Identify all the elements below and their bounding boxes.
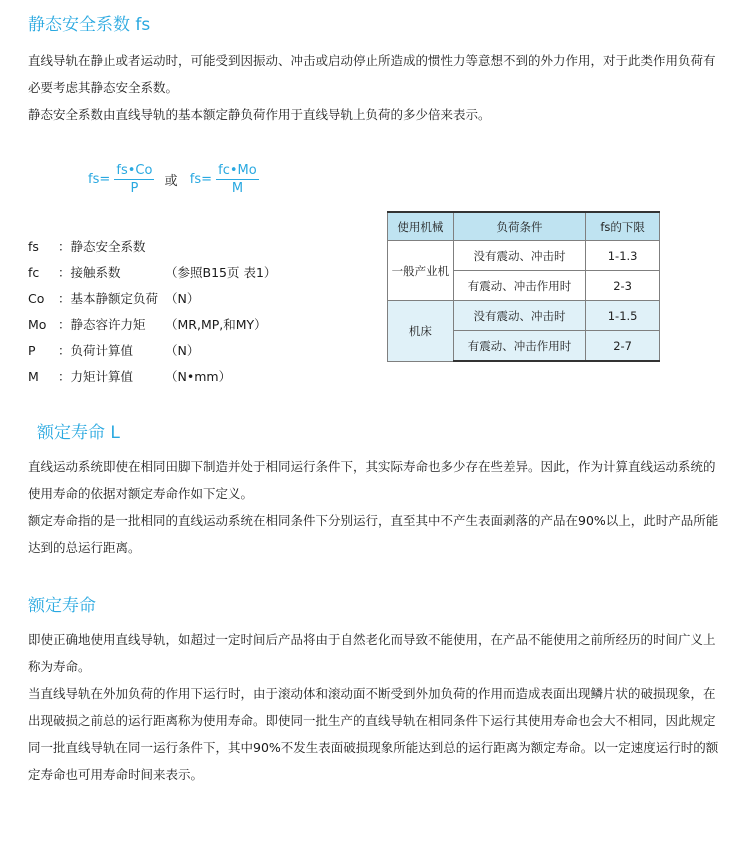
definition-symbol: M bbox=[28, 369, 39, 384]
definition-reference: （MR,MP,和MY） bbox=[165, 317, 267, 332]
formula-denominator: M bbox=[231, 181, 244, 196]
table-header-cell: fs的下限 bbox=[586, 212, 660, 241]
life-paragraphs bbox=[28, 626, 724, 788]
table-condition-cell: 有震动、冲击作用时 bbox=[453, 271, 585, 301]
definition-reference: （N•mm） bbox=[165, 369, 232, 384]
heading-rated-life: 额定寿命 bbox=[28, 596, 96, 616]
life-paragraph: 即使正确地使用直线导轨，如超过一定时间后产品将由于自然老化而导致不能使用，在产品不能使用之前所经历的时间广义上称为寿命。 bbox=[28, 632, 716, 674]
definition-description: ：力矩计算值 bbox=[58, 369, 134, 384]
table-header-cell: 负荷条件 bbox=[453, 212, 585, 241]
definition-reference: （N） bbox=[165, 343, 200, 358]
formula-numerator: fc•Mo bbox=[218, 163, 257, 178]
definition-row bbox=[28, 286, 276, 312]
definition-description: ：静态容许力矩 bbox=[58, 317, 146, 332]
table-header-row bbox=[388, 212, 660, 241]
life-paragraph: 当直线导轨在外加负荷的作用下运行时，由于滚动体和滚动面不断受到外加负荷的作用而造成表面出现鳞片状的破损现象，在出现破损之前总的运行距离称为使用寿命。即使同一批生产的直线导轨在相同条件下运行其使用寿命也会大不相同，因此规定同一批直线导轨在同一运行条件下，其中90%不发生表面破损现象所能达到总的运行距离为额定寿命。以一定速度运行时的额定寿命也可用寿命时间来表示。 bbox=[28, 686, 719, 782]
table-condition-cell: 没有震动、冲击时 bbox=[453, 301, 585, 331]
table-value-cell: 2-3 bbox=[586, 271, 660, 301]
definition-description: ：负荷计算值 bbox=[58, 343, 134, 358]
formula-lhs: fs= bbox=[88, 172, 111, 187]
table-machine-cell: 一般产业机 bbox=[388, 241, 454, 301]
definition-symbol: Mo bbox=[28, 317, 47, 332]
definition-symbol: fs bbox=[28, 239, 39, 254]
formula-lhs: fs= bbox=[189, 172, 212, 187]
definition-reference: （参照B15页 表1） bbox=[165, 265, 277, 280]
rated-life-paragraph: 直线运动系统即使在相同田脚下制造并处于相同运行条件下，其实际寿命也多少存在些差异。因此，作为计算直线运动系统的使用寿命的依据对额定寿命作如下定义。 bbox=[28, 459, 716, 501]
table-header-cell: 使用机械 bbox=[388, 212, 454, 241]
heading-static-safety-factor: 静态安全系数 fs bbox=[28, 15, 151, 35]
definition-reference: （N） bbox=[165, 291, 200, 306]
definition-row bbox=[28, 364, 276, 390]
static-paragraph: 直线导轨在静止或者运动时，可能受到因振动、冲击或启动停止所造成的惯性力等意想不到的外力作用，对于此类作用负荷有必要考虑其静态安全系数。 bbox=[28, 53, 716, 95]
static-paragraph: 静态安全系数由直线导轨的基本额定静负荷作用于直线导轨上负荷的多少倍来表示。 bbox=[28, 107, 491, 122]
table-row bbox=[388, 241, 660, 271]
heading-rated-life-l: 额定寿命 L bbox=[37, 423, 120, 443]
definition-row bbox=[28, 234, 276, 260]
formula-numerator: fs•Co bbox=[116, 163, 153, 178]
static-paragraphs bbox=[28, 47, 724, 128]
definition-description: ：基本静额定负荷 bbox=[58, 291, 159, 306]
table-value-cell: 2-7 bbox=[586, 331, 660, 362]
definition-row bbox=[28, 312, 276, 338]
table-condition-cell: 有震动、冲击作用时 bbox=[453, 331, 585, 362]
rated-life-paragraphs bbox=[28, 453, 724, 561]
formula-or: 或 bbox=[164, 174, 178, 189]
definition-description: ：静态安全系数 bbox=[58, 239, 146, 254]
table-value-cell: 1-1.5 bbox=[586, 301, 660, 331]
definition-row bbox=[28, 338, 276, 364]
definition-symbol: P bbox=[28, 343, 36, 358]
table-condition-cell: 没有震动、冲击时 bbox=[453, 241, 585, 271]
formula-fraction bbox=[114, 163, 154, 196]
table-value-cell: 1-1.3 bbox=[586, 241, 660, 271]
definition-row bbox=[28, 260, 276, 286]
safety-factor-table bbox=[387, 211, 660, 362]
symbol-definitions bbox=[28, 234, 276, 390]
definition-symbol: fc bbox=[28, 265, 40, 280]
safety-factor-formula bbox=[88, 163, 259, 207]
definition-symbol: Co bbox=[28, 291, 45, 306]
formula-denominator: P bbox=[130, 181, 139, 196]
formula-fraction bbox=[216, 163, 259, 196]
rated-life-paragraph: 额定寿命指的是一批相同的直线运动系统在相同条件下分别运行，直至其中不产生表面剥落的产品在90%以上，此时产品所能达到的总运行距离。 bbox=[28, 513, 719, 555]
table-row bbox=[388, 301, 660, 331]
table-machine-cell: 机床 bbox=[388, 301, 454, 362]
definition-description: ：接触系数 bbox=[58, 265, 121, 280]
